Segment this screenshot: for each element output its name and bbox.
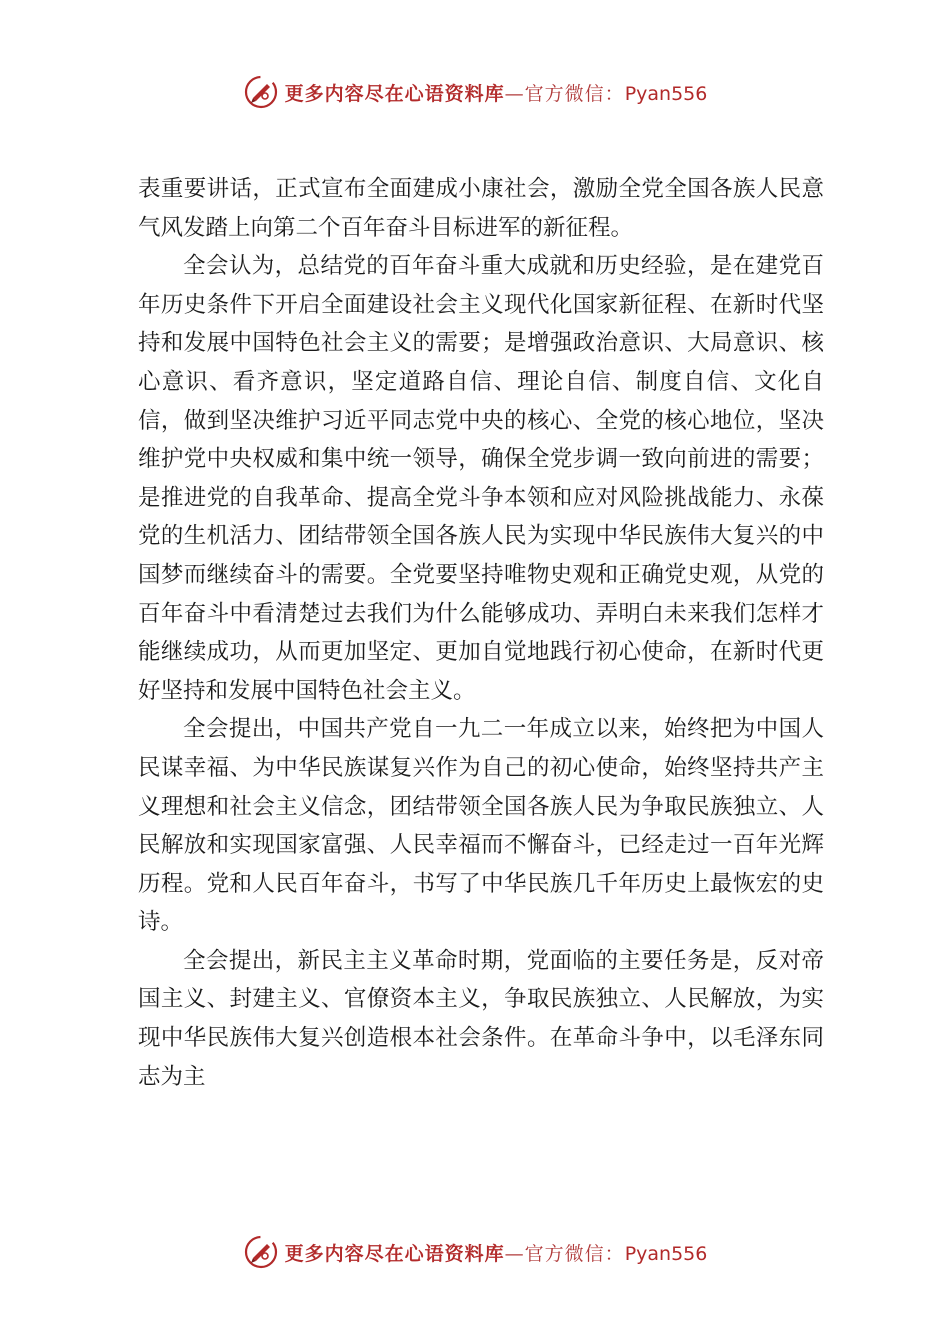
banner-wechat-handle: Pyan556: [624, 82, 708, 105]
pen-seal-logo-icon: [243, 1234, 279, 1270]
paragraph: 全会提出，新民主主义革命时期，党面临的主要任务是，反对帝国主义、封建主义、官僚资本主义，争取民族独立、人民解放，为实现中华民族伟大复兴创造根本社会条件。在革命斗争中，以毛泽东同志为主: [138, 947, 824, 1090]
banner-main-text: 更多内容尽在心语资料库: [284, 1242, 505, 1265]
banner-text: [285, 79, 708, 106]
header-banner: [0, 70, 950, 114]
banner-wechat-label: —官方微信：: [504, 1242, 625, 1265]
paragraph: 全会提出，中国共产党自一九二一年成立以来，始终把为中国人民谋幸福、为中华民族谋复兴作为自己的初心使命，始终坚持共产主义理想和社会主义信念，团结带领全国各族人民为争取民族独立、人民解放和实现国家富强、人民幸福而不懈奋斗，已经走过一百年光辉历程。党和人民百年奋斗，书写了中华民族几千年历史上最恢宏的史诗。: [138, 716, 824, 936]
banner-main-text: 更多内容尽在心语资料库: [284, 82, 505, 105]
paragraph: 全会认为，总结党的百年奋斗重大成就和历史经验，是在建党百年历史条件下开启全面建设社会主义现代化国家新征程、在新时代坚持和发展中国特色社会主义的需要；是增强政治意识、大局意识、核心意识、看齐意识，坚定道路自信、理论自信、制度自信、文化自信，做到坚决维护习近平同志党中央的核心、全党的核心地位，坚决维护党中央权威和集中统一领导，确保全党步调一致向前进的需要；是推进党的自我革命、提高全党斗争本领和应对风险挑战能力、永葆党的生机活力、团结带领全国各族人民为实现中华民族伟大复兴的中国梦而继续奋斗的需要。全党要坚持唯物史观和正确党史观，从党的百年奋斗中看清楚过去我们为什么能够成功、弄明白未来我们怎样才能继续成功，从而更加坚定、更加自觉地践行初心使命，在新时代更好坚持和发展中国特色社会主义。: [138, 253, 824, 704]
pen-seal-logo-icon: [243, 74, 279, 110]
banner-wechat-handle: Pyan556: [624, 1242, 708, 1265]
paragraph-continued: 表重要讲话，正式宣布全面建成小康社会，激励全党全国各族人民意气风发踏上向第二个百年奋斗目标进军的新征程。: [138, 176, 824, 241]
banner-text: [285, 1239, 708, 1266]
document-body: [138, 170, 824, 1096]
banner-wechat-label: —官方微信：: [504, 82, 625, 105]
footer-banner: [0, 1230, 950, 1274]
